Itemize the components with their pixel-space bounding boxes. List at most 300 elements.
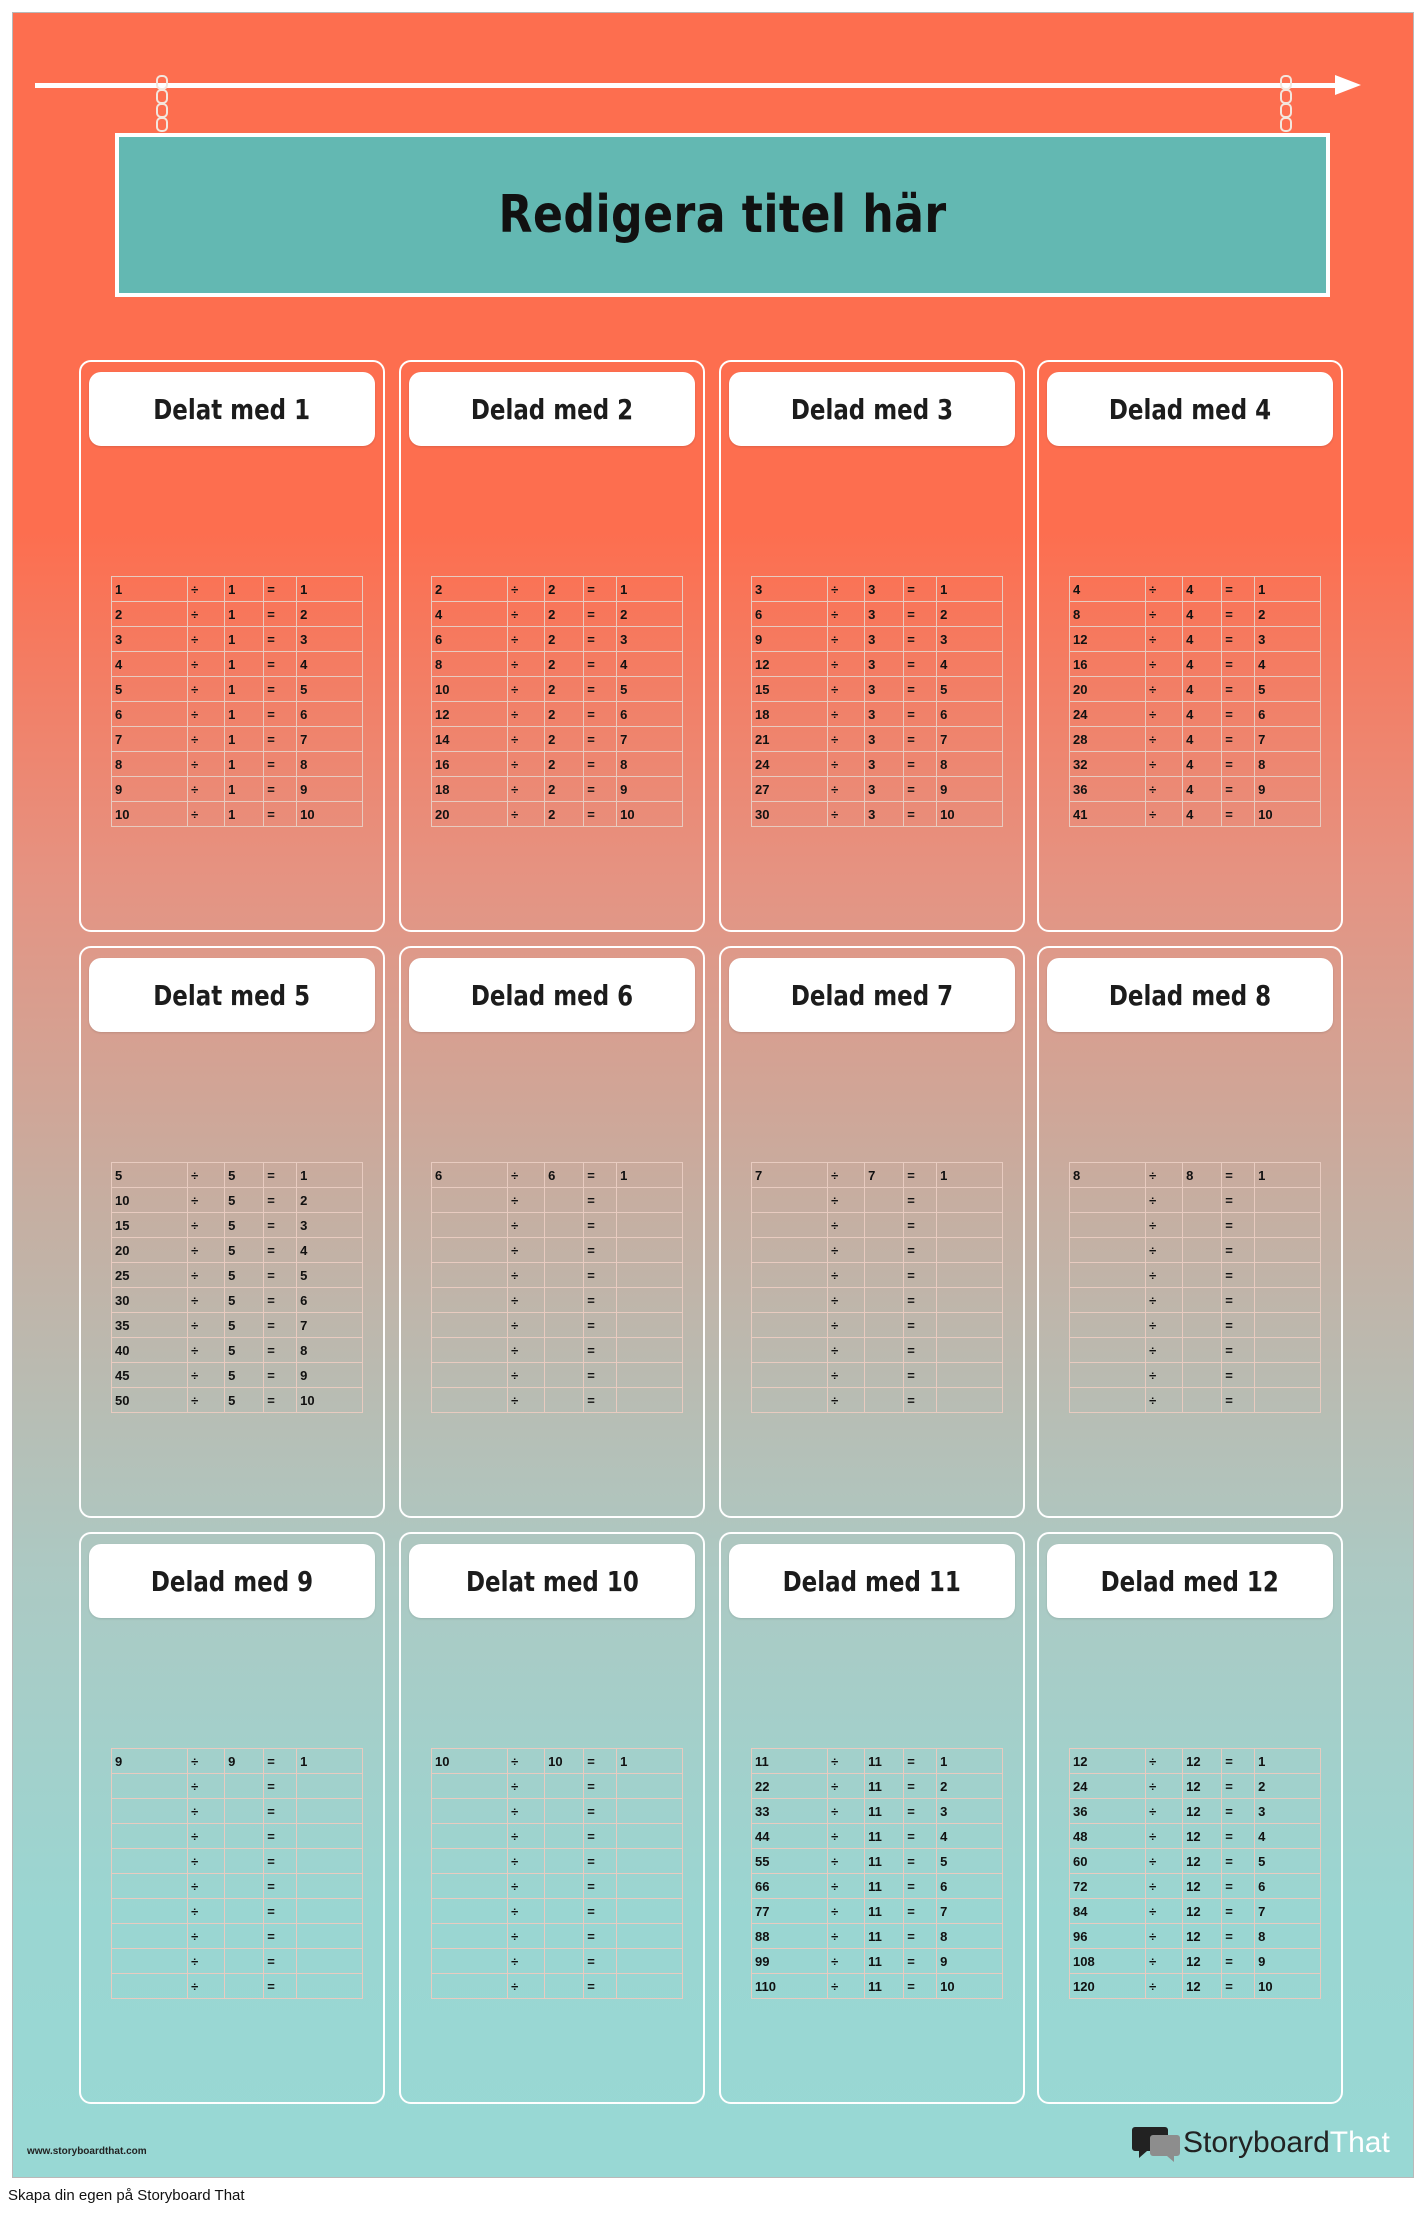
division-card[interactable] (79, 1532, 385, 2104)
table-cell: ÷ (188, 652, 225, 677)
table-cell: ÷ (1146, 777, 1183, 802)
table-cell: 9 (752, 627, 828, 652)
table-cell: = (904, 652, 937, 677)
table-cell: ÷ (188, 1949, 225, 1974)
table-cell: 24 (1070, 1774, 1146, 1799)
table-cell (225, 1799, 264, 1824)
table-cell: 2 (112, 602, 188, 627)
speech-bubble-icon (1131, 2123, 1183, 2163)
table-cell: 6 (1255, 702, 1321, 727)
table-cell: ÷ (508, 652, 545, 677)
table-row (752, 1874, 1003, 1899)
table-cell: = (904, 627, 937, 652)
table-row (112, 1974, 363, 1999)
table-row (1070, 727, 1321, 752)
table-cell: ÷ (828, 1899, 865, 1924)
card-header[interactable] (729, 372, 1015, 446)
table-cell: ÷ (828, 1799, 865, 1824)
table-cell (225, 1974, 264, 1999)
table-cell: = (904, 1213, 937, 1238)
table-row (112, 777, 363, 802)
table-row (432, 752, 683, 777)
table-cell: = (1222, 577, 1255, 602)
table-cell (545, 1774, 584, 1799)
table-cell: 6 (432, 1163, 508, 1188)
table-cell: 4 (937, 652, 1003, 677)
table-cell: ÷ (188, 1974, 225, 1999)
table-cell: = (584, 1924, 617, 1949)
table-cell (937, 1363, 1003, 1388)
table-cell (432, 1899, 508, 1924)
table-cell: ÷ (1146, 1363, 1183, 1388)
table-cell: ÷ (188, 1238, 225, 1263)
caption[interactable]: Skapa din egen på Storyboard That (8, 2187, 245, 2204)
table-cell: 6 (752, 602, 828, 627)
table-cell: 8 (1183, 1163, 1222, 1188)
table-row (1070, 1874, 1321, 1899)
table-cell: ÷ (188, 1263, 225, 1288)
table-cell: ÷ (508, 1974, 545, 1999)
table-cell: = (264, 627, 297, 652)
table-cell: ÷ (188, 677, 225, 702)
table-cell: = (584, 1949, 617, 1974)
table-cell (1255, 1338, 1321, 1363)
table-cell: ÷ (1146, 802, 1183, 827)
table-cell: 2 (545, 727, 584, 752)
card-header[interactable] (729, 1544, 1015, 1618)
table-cell (545, 1338, 584, 1363)
table-row (112, 752, 363, 777)
table-cell: = (264, 1213, 297, 1238)
table-row (752, 1388, 1003, 1413)
table-cell: = (584, 1974, 617, 1999)
table-cell: 4 (1183, 652, 1222, 677)
table-cell (1255, 1263, 1321, 1288)
table-cell: ÷ (828, 602, 865, 627)
table-cell: ÷ (828, 1263, 865, 1288)
table-row (112, 1213, 363, 1238)
table-cell: 5 (225, 1388, 264, 1413)
table-cell: 12 (1070, 1749, 1146, 1774)
card-header[interactable] (1047, 958, 1333, 1032)
division-table (751, 1748, 1003, 1999)
table-cell: = (904, 1774, 937, 1799)
table-cell: = (1222, 1388, 1255, 1413)
table-cell: ÷ (508, 577, 545, 602)
table-cell: ÷ (828, 1774, 865, 1799)
table-cell: 3 (865, 702, 904, 727)
table-cell: 9 (1255, 1949, 1321, 1974)
table-row (432, 727, 683, 752)
table-cell: 8 (297, 752, 363, 777)
table-cell (617, 1313, 683, 1338)
table-row (432, 602, 683, 627)
table-cell (617, 1188, 683, 1213)
division-card[interactable] (399, 360, 705, 932)
table-cell: ÷ (188, 602, 225, 627)
table-cell (937, 1338, 1003, 1363)
table-cell: 12 (1183, 1924, 1222, 1949)
table-cell: 66 (752, 1874, 828, 1899)
division-card[interactable] (1037, 1532, 1343, 2104)
table-cell: ÷ (188, 777, 225, 802)
table-cell (297, 1774, 363, 1799)
table-cell: ÷ (1146, 1749, 1183, 1774)
table-cell (1255, 1388, 1321, 1413)
table-cell: 8 (937, 752, 1003, 777)
table-cell (617, 1974, 683, 1999)
table-cell: 3 (865, 777, 904, 802)
table-cell: 28 (1070, 727, 1146, 752)
card-header[interactable] (729, 958, 1015, 1032)
table-cell: ÷ (828, 1288, 865, 1313)
table-cell: 12 (752, 652, 828, 677)
table-cell: = (264, 1338, 297, 1363)
table-cell: = (264, 1388, 297, 1413)
table-cell (937, 1388, 1003, 1413)
table-cell (617, 1388, 683, 1413)
table-cell: ÷ (188, 802, 225, 827)
card-header[interactable] (89, 1544, 375, 1618)
table-row (1070, 627, 1321, 652)
table-cell: = (904, 1849, 937, 1874)
table-cell (297, 1849, 363, 1874)
table-cell: 5 (617, 677, 683, 702)
table-cell (1070, 1338, 1146, 1363)
table-cell: 1 (225, 677, 264, 702)
table-cell: = (1222, 1824, 1255, 1849)
division-card[interactable] (719, 946, 1025, 1518)
table-cell (617, 1288, 683, 1313)
table-cell (1070, 1188, 1146, 1213)
table-cell: ÷ (508, 1388, 545, 1413)
table-cell (1070, 1238, 1146, 1263)
table-row (1070, 1974, 1321, 1999)
table-cell: 6 (937, 1874, 1003, 1899)
table-cell (1255, 1213, 1321, 1238)
table-cell: = (264, 677, 297, 702)
arrow-head-icon (1335, 75, 1361, 95)
table-cell: 8 (617, 752, 683, 777)
table-cell: 8 (112, 752, 188, 777)
table-cell: ÷ (188, 1799, 225, 1824)
table-cell: 44 (752, 1824, 828, 1849)
table-cell: ÷ (828, 1874, 865, 1899)
table-cell (112, 1874, 188, 1899)
table-cell: ÷ (508, 602, 545, 627)
table-row (752, 1824, 1003, 1849)
table-cell: = (1222, 1188, 1255, 1213)
table-cell: 11 (865, 1874, 904, 1899)
table-cell: = (264, 602, 297, 627)
table-cell: = (904, 577, 937, 602)
table-cell: ÷ (188, 1774, 225, 1799)
table-row (752, 1288, 1003, 1313)
division-card[interactable] (79, 946, 385, 1518)
table-cell: 5 (937, 1849, 1003, 1874)
table-cell: 5 (112, 677, 188, 702)
table-cell: = (904, 1974, 937, 1999)
table-cell (432, 1824, 508, 1849)
table-cell: = (264, 1874, 297, 1899)
table-cell (617, 1899, 683, 1924)
card-title: Delad med 8 (1108, 978, 1272, 1012)
table-cell (617, 1924, 683, 1949)
table-cell (297, 1799, 363, 1824)
table-cell: ÷ (1146, 602, 1183, 627)
table-cell (937, 1263, 1003, 1288)
table-row (432, 1363, 683, 1388)
title-banner[interactable] (115, 133, 1330, 297)
table-cell: ÷ (508, 1363, 545, 1388)
table-cell: 4 (1183, 627, 1222, 652)
table-cell (752, 1388, 828, 1413)
table-cell: = (584, 1263, 617, 1288)
table-cell: ÷ (188, 1188, 225, 1213)
table-row (112, 1388, 363, 1413)
table-cell: ÷ (508, 1313, 545, 1338)
table-cell: 4 (937, 1824, 1003, 1849)
table-cell: 11 (865, 1899, 904, 1924)
card-title: Delad med 6 (470, 978, 634, 1012)
table-cell: ÷ (508, 802, 545, 827)
table-cell: ÷ (508, 752, 545, 777)
table-cell: 4 (112, 652, 188, 677)
table-cell: 7 (297, 1313, 363, 1338)
division-card[interactable] (79, 360, 385, 932)
table-cell (865, 1288, 904, 1313)
table-cell (752, 1338, 828, 1363)
table-cell: 12 (1183, 1974, 1222, 1999)
card-title: Delad med 7 (790, 978, 954, 1012)
table-cell: = (1222, 1899, 1255, 1924)
table-row (752, 652, 1003, 677)
table-cell: 6 (112, 702, 188, 727)
card-header[interactable] (409, 1544, 695, 1618)
table-cell: 1 (297, 577, 363, 602)
storyboardthat-logo[interactable] (1131, 2123, 1390, 2163)
table-cell (432, 1238, 508, 1263)
table-cell: ÷ (828, 1363, 865, 1388)
table-cell: ÷ (508, 1263, 545, 1288)
table-cell (1183, 1313, 1222, 1338)
table-cell: 5 (225, 1313, 264, 1338)
table-row (432, 1849, 683, 1874)
table-cell: 88 (752, 1924, 828, 1949)
table-cell: ÷ (828, 1974, 865, 1999)
table-cell: = (1222, 1288, 1255, 1313)
table-row (1070, 1799, 1321, 1824)
table-cell: 11 (865, 1974, 904, 1999)
table-row (1070, 577, 1321, 602)
card-header[interactable] (89, 372, 375, 446)
table-row (752, 1899, 1003, 1924)
table-cell (225, 1849, 264, 1874)
division-table (431, 1748, 683, 1999)
table-cell: 99 (752, 1949, 828, 1974)
table-cell: 3 (937, 627, 1003, 652)
table-cell: = (1222, 1313, 1255, 1338)
card-header[interactable] (409, 372, 695, 446)
table-cell: 10 (432, 1749, 508, 1774)
table-cell: = (584, 1288, 617, 1313)
table-cell: ÷ (508, 1824, 545, 1849)
table-cell: ÷ (1146, 752, 1183, 777)
table-cell: ÷ (188, 727, 225, 752)
table-cell: 10 (1255, 802, 1321, 827)
table-cell: 60 (1070, 1849, 1146, 1874)
table-row (432, 777, 683, 802)
table-cell: 10 (297, 802, 363, 827)
table-cell: 33 (752, 1799, 828, 1824)
table-cell: 1 (225, 752, 264, 777)
table-cell: = (1222, 1874, 1255, 1899)
table-cell: = (584, 1363, 617, 1388)
table-cell: 27 (752, 777, 828, 802)
table-cell: = (264, 1363, 297, 1388)
table-cell: ÷ (508, 1188, 545, 1213)
table-cell: 77 (752, 1899, 828, 1924)
table-cell (545, 1238, 584, 1263)
table-cell: 50 (112, 1388, 188, 1413)
table-cell: 36 (1070, 777, 1146, 802)
table-cell: = (264, 577, 297, 602)
table-cell: ÷ (828, 1949, 865, 1974)
table-cell: = (904, 1874, 937, 1899)
table-cell: = (904, 702, 937, 727)
table-cell (545, 1874, 584, 1899)
card-header[interactable] (89, 958, 375, 1032)
table-row (112, 1949, 363, 1974)
table-cell: = (1222, 1363, 1255, 1388)
division-card[interactable] (399, 946, 705, 1518)
table-cell: 40 (112, 1338, 188, 1363)
table-cell: 1 (225, 577, 264, 602)
table-cell (617, 1774, 683, 1799)
table-row (432, 1338, 683, 1363)
table-cell: ÷ (188, 1163, 225, 1188)
table-cell (432, 1924, 508, 1949)
table-cell: = (904, 777, 937, 802)
table-cell: ÷ (1146, 1213, 1183, 1238)
table-cell: ÷ (1146, 1799, 1183, 1824)
table-cell: ÷ (508, 1749, 545, 1774)
division-card[interactable] (719, 1532, 1025, 2104)
table-cell (865, 1263, 904, 1288)
table-cell (545, 1849, 584, 1874)
table-cell (432, 1799, 508, 1824)
table-cell: 2 (545, 702, 584, 727)
division-card[interactable] (1037, 360, 1343, 932)
table-cell (865, 1363, 904, 1388)
table-row (432, 1824, 683, 1849)
card-header[interactable] (409, 958, 695, 1032)
table-row (1070, 1849, 1321, 1874)
table-row (112, 577, 363, 602)
division-card[interactable] (399, 1532, 705, 2104)
table-row (1070, 652, 1321, 677)
table-cell: = (584, 802, 617, 827)
table-cell: ÷ (1146, 727, 1183, 752)
table-cell: 1 (1255, 1163, 1321, 1188)
table-cell: 2 (545, 577, 584, 602)
table-cell: 5 (225, 1338, 264, 1363)
table-cell (617, 1363, 683, 1388)
card-header[interactable] (1047, 372, 1333, 446)
table-cell (545, 1363, 584, 1388)
table-cell: 3 (865, 727, 904, 752)
poster (12, 12, 1414, 2178)
table-row (432, 627, 683, 652)
table-cell: 1 (937, 1749, 1003, 1774)
table-row (752, 577, 1003, 602)
division-card[interactable] (1037, 946, 1343, 1518)
table-cell: 12 (1183, 1874, 1222, 1899)
table-row (112, 1899, 363, 1924)
table-cell (432, 1849, 508, 1874)
table-cell (225, 1949, 264, 1974)
table-cell: 11 (865, 1799, 904, 1824)
table-cell (1070, 1313, 1146, 1338)
table-cell: 18 (752, 702, 828, 727)
table-cell (865, 1338, 904, 1363)
division-table (1069, 576, 1321, 827)
table-cell: ÷ (1146, 1774, 1183, 1799)
table-row (752, 1338, 1003, 1363)
table-cell: 4 (1183, 727, 1222, 752)
table-cell: ÷ (828, 677, 865, 702)
table-cell: 3 (865, 677, 904, 702)
table-row (1070, 1899, 1321, 1924)
table-cell (752, 1213, 828, 1238)
table-cell (432, 1388, 508, 1413)
table-cell: = (904, 602, 937, 627)
footer-url[interactable]: www.storyboardthat.com (27, 2146, 147, 2157)
table-row (432, 1949, 683, 1974)
table-cell: = (264, 1849, 297, 1874)
table-cell (752, 1363, 828, 1388)
table-cell (112, 1974, 188, 1999)
table-cell: = (584, 1163, 617, 1188)
table-cell: 12 (1183, 1799, 1222, 1824)
table-row (112, 702, 363, 727)
table-row (1070, 1238, 1321, 1263)
table-cell (545, 1824, 584, 1849)
table-cell (1183, 1338, 1222, 1363)
table-cell: 2 (545, 802, 584, 827)
table-cell (1070, 1263, 1146, 1288)
table-cell: = (1222, 1774, 1255, 1799)
table-cell (112, 1799, 188, 1824)
card-title: Delad med 2 (470, 392, 634, 426)
table-cell (112, 1774, 188, 1799)
table-row (752, 1263, 1003, 1288)
table-cell: = (584, 1774, 617, 1799)
table-cell: 14 (432, 727, 508, 752)
table-row (752, 1749, 1003, 1774)
table-row (112, 1849, 363, 1874)
table-cell: ÷ (1146, 1874, 1183, 1899)
table-cell: = (584, 1388, 617, 1413)
table-cell (1070, 1288, 1146, 1313)
division-card[interactable] (719, 360, 1025, 932)
card-header[interactable] (1047, 1544, 1333, 1618)
table-cell: 1 (617, 1163, 683, 1188)
table-cell: ÷ (188, 627, 225, 652)
table-cell (617, 1238, 683, 1263)
table-cell: ÷ (1146, 1388, 1183, 1413)
table-cell (545, 1799, 584, 1824)
